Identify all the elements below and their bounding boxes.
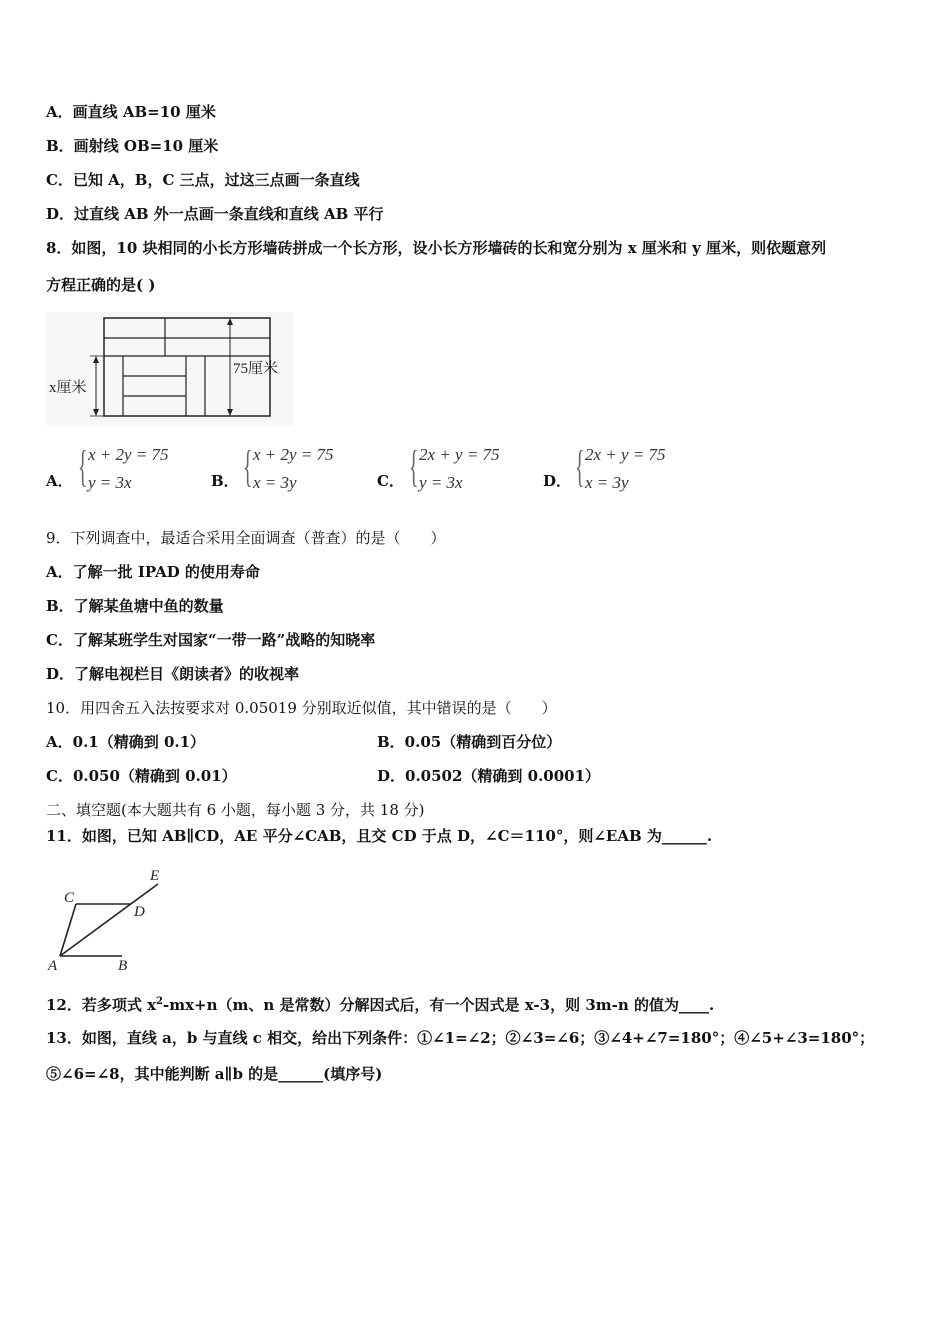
q8-stem-line1: 8．如图，10 块相同的小长方形墙砖拼成一个长方形，设小长方形墙砖的长和宽分别为 x 厘米和 y 厘米，则依题意列 (46, 239, 827, 257)
q8-option-c-eq1: 2x + y = 75 (419, 445, 500, 464)
exam-page: A．画直线 AB=10 厘米 B．画射线 OB=10 厘米 C．已知 A，B，C 三点，过这三点画一条直线 D．过直线 AB 外一点画一条直线和直线 AB 平行 8．如图，10 块相同的小长方形墙砖拼成一个长方形，设小长方形墙砖的长和宽分别为 x 厘米和 y 厘米，则依题意列 方程正确的是( ) x厘米 75厘米 A． { x + 2y = 75 y = 3x B． { x + 2y = 75 x = 3y C． { 2x + y = 75 y = 3x D． { 2x + y = 75 x = 3y 9．下列调查中，最适合采用全面调查（普查）的是（ ） A．了解一批 IPAD 的使用寿命 B．了解某鱼塘中鱼的数量 C．了解某班学生对国家“一带一路”战略的知晓率 D．了解电视栏目《朗读者》的收视率 10．用四舍五入法按要求对 0.05019 分别取近似值，其中错误的是（ ） A．0.1（精确到 0.1） B．0.05（精确到百分位） C．0.050（精确到 0.01） D．0.0502（精确到 0.0001） 二、填空题(本大题共有 6 小题，每小题 3 分，共 18 分) 11．如图，已知 AB∥CD，AE 平分∠CAB，且交 CD 于点 D，∠C＝110°，则∠EAB 为______. C E D A B 12．若多项式 $x^2-mx+n(m$、n 是常数）分解因式后，有一个因式是 x-3，则 3m-n 的值为____. 13．如图，直线 a，b 与直线 c 相交，给出下列条件：①∠1=∠2；②∠3=∠6；③∠4+∠7=180°；④∠5+∠3=180°； ⑤∠6=∠8，其中能判断 a∥b 的是______(填序号) (46, 103, 875, 1083)
q11-stem: 11．如图，已知 AB∥CD，AE 平分∠CAB，且交 CD 于点 D，∠C＝110°，则∠EAB 为______. (46, 827, 713, 845)
q12-part2: -mx+n（m、n 是常数）分解因式后，有一个因式是 x-3，则 3m-n 的值为____. (163, 996, 715, 1014)
q8-option-c-label: C． (377, 472, 404, 490)
q9-option-a: A．了解一批 IPAD 的使用寿命 (46, 563, 260, 581)
q9-option-b: B．了解某鱼塘中鱼的数量 (46, 597, 224, 615)
q8-option-c-eq2: y = 3x (419, 473, 463, 492)
q8-option-b-label: B． (211, 472, 239, 490)
q8-stem-line2: 方程正确的是( ) (46, 276, 156, 294)
q11-label-e: E (150, 868, 160, 884)
q13-stem-line1: 13．如图，直线 a，b 与直线 c 相交，给出下列条件：①∠1=∠2；②∠3=∠6；③∠4+∠7=180°；④∠5+∠3=180°； (46, 1029, 875, 1047)
q11-label-a: A (48, 958, 58, 974)
q8-option-d-label: D． (543, 472, 572, 490)
q11-label-c: C (64, 890, 75, 906)
q8-option-d-eq1: 2x + y = 75 (585, 445, 666, 464)
q8-option-d-eq2: x = 3y (585, 473, 629, 492)
q12-stem (46, 992, 714, 1015)
q11-label-b: B (118, 958, 128, 974)
q8-figure-x-label: x厘米 (49, 380, 87, 396)
q7-option-a: A．画直线 AB=10 厘米 (46, 103, 216, 121)
q10-option-a: A．0.1（精确到 0.1） (46, 733, 206, 751)
q13-stem-line2: ⑤∠6=∠8，其中能判断 a∥b 的是______(填序号) (46, 1065, 383, 1083)
q12-part1: 12．若多项式 x (46, 996, 157, 1014)
q7-option-b: B．画射线 OB=10 厘米 (46, 137, 219, 155)
q9-stem: 9．下列调查中，最适合采用全面调查（普查）的是（ ） (46, 529, 446, 547)
q8-option-b-eq2: x = 3y (253, 473, 297, 492)
q8-option-a-eq1: x + 2y = 75 (88, 445, 169, 464)
q11-label-d: D (134, 904, 145, 920)
q9-option-c: C．了解某班学生对国家“一带一路”战略的知晓率 (46, 631, 376, 649)
q8-option-a-label: A． (46, 472, 73, 490)
q12-exponent: 2 (156, 996, 164, 1007)
q10-option-b: B．0.05（精确到百分位） (377, 733, 562, 751)
q8-brick-figure (46, 312, 294, 426)
q10-option-c: C．0.050（精确到 0.01） (46, 767, 237, 785)
q8-option-b-eq1: x + 2y = 75 (253, 445, 334, 464)
q10-stem: 10．用四舍五入法按要求对 0.05019 分别取近似值，其中错误的是（ ） (46, 699, 557, 717)
q11-geometry-figure (46, 862, 176, 974)
section-heading: 二、填空题(本大题共有 6 小题，每小题 3 分，共 18 分) (46, 801, 425, 819)
q8-option-a-eq2: y = 3x (88, 473, 132, 492)
q8-figure-75-label: 75厘米 (233, 361, 279, 377)
q10-option-d: D．0.0502（精确到 0.0001） (377, 767, 601, 785)
q7-option-d: D．过直线 AB 外一点画一条直线和直线 AB 平行 (46, 205, 384, 223)
q7-option-c: C．已知 A，B，C 三点，过这三点画一条直线 (46, 171, 360, 189)
q9-option-d: D．了解电视栏目《朗读者》的收视率 (46, 665, 300, 683)
